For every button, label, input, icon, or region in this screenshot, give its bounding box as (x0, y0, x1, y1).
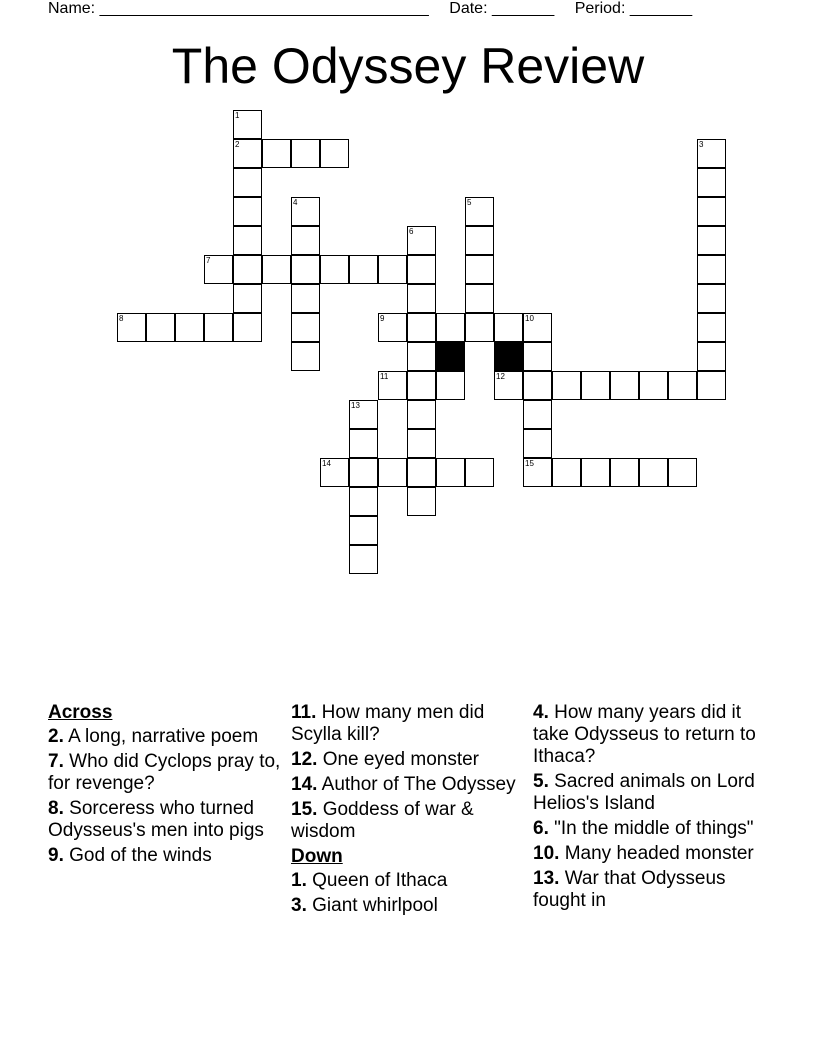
crossword-cell[interactable] (697, 313, 726, 342)
crossword-cell[interactable] (552, 371, 581, 400)
crossword-cell[interactable] (465, 313, 494, 342)
crossword-cell[interactable] (697, 168, 726, 197)
crossword-cell-number: 8 (119, 314, 124, 323)
crossword-cell[interactable] (378, 255, 407, 284)
page-title: The Odyssey Review (171, 38, 645, 94)
crossword-cell[interactable] (465, 458, 494, 487)
crossword-cell[interactable] (233, 139, 262, 168)
crossword-cell[interactable] (117, 313, 146, 342)
crossword-cell[interactable] (204, 255, 233, 284)
crossword-cell[interactable] (465, 284, 494, 313)
crossword-cell[interactable] (552, 458, 581, 487)
crossword-cell[interactable] (668, 371, 697, 400)
crossword-block-cell (436, 342, 465, 371)
crossword-cell[interactable] (291, 313, 320, 342)
crossword-cell-number: 5 (467, 198, 472, 207)
crossword-cell[interactable] (465, 226, 494, 255)
crossword-cell-number: 3 (699, 140, 704, 149)
crossword-cell[interactable] (291, 139, 320, 168)
crossword-cell[interactable] (465, 255, 494, 284)
crossword-cell[interactable] (233, 313, 262, 342)
clue-column-2 (291, 702, 521, 920)
period-field[interactable]: Period: _______ (574, 0, 693, 17)
down-heading: Down (291, 846, 343, 867)
clue-across-14: 14. Author of The Odyssey (291, 774, 516, 795)
crossword-cell[interactable] (233, 197, 262, 226)
crossword-cell[interactable] (233, 168, 262, 197)
crossword-cell[interactable] (320, 139, 349, 168)
clue-down-6: 6. "In the middle of things" (533, 818, 754, 839)
clue-across-2: 2. A long, narrative poem (48, 726, 259, 747)
crossword-cell[interactable] (291, 226, 320, 255)
crossword-cell[interactable] (697, 342, 726, 371)
crossword-cell[interactable] (697, 226, 726, 255)
crossword-cell[interactable] (494, 371, 523, 400)
crossword-cell[interactable] (320, 458, 349, 487)
crossword-cell[interactable] (349, 429, 378, 458)
clue-across-8: 8. Sorceress who turned Odysseus's men into pigs (48, 798, 264, 841)
clue-down-13: 13. War that Odysseus fought in (533, 868, 726, 911)
crossword-cell[interactable] (175, 313, 204, 342)
crossword-cell[interactable] (407, 371, 436, 400)
crossword-cell-number: 15 (525, 459, 534, 468)
clue-across-12: 12. One eyed monster (291, 749, 480, 770)
crossword-cell[interactable] (407, 255, 436, 284)
clue-across-11: 11. How many men did Scylla kill? (291, 702, 485, 745)
crossword-cell[interactable] (610, 371, 639, 400)
crossword-cell-number: 13 (351, 401, 360, 410)
clue-down-3: 3. Giant whirlpool (291, 895, 438, 916)
crossword-cell[interactable] (233, 110, 262, 139)
crossword-cell-number: 1 (235, 111, 240, 120)
across-heading: Across (48, 702, 113, 723)
crossword-cell[interactable] (349, 458, 378, 487)
crossword-cell[interactable] (407, 487, 436, 516)
crossword-cell[interactable] (639, 371, 668, 400)
crossword-cell-number: 10 (525, 314, 534, 323)
crossword-cell[interactable] (146, 313, 175, 342)
crossword-cell[interactable] (349, 400, 378, 429)
crossword-cell[interactable] (407, 400, 436, 429)
clue-column-3 (533, 702, 773, 915)
crossword-cell[interactable] (523, 313, 552, 342)
clue-across-9: 9. God of the winds (48, 845, 212, 866)
crossword-cell[interactable] (523, 371, 552, 400)
crossword-cell[interactable] (523, 429, 552, 458)
crossword-cell[interactable] (378, 313, 407, 342)
crossword-cell[interactable] (204, 313, 233, 342)
crossword-cell[interactable] (349, 487, 378, 516)
crossword-cell[interactable] (610, 458, 639, 487)
crossword-cell[interactable] (233, 255, 262, 284)
crossword-cell[interactable] (436, 458, 465, 487)
crossword-cell-number: 4 (293, 198, 298, 207)
crossword-cell[interactable] (349, 255, 378, 284)
crossword-block-cell (494, 342, 523, 371)
crossword-cell[interactable] (523, 400, 552, 429)
crossword-cell[interactable] (233, 226, 262, 255)
crossword-cell[interactable] (436, 371, 465, 400)
crossword-cell[interactable] (407, 458, 436, 487)
crossword-cell[interactable] (697, 197, 726, 226)
crossword-cell-number: 11 (380, 372, 389, 381)
crossword-cell-number: 2 (235, 140, 240, 149)
crossword-cell[interactable] (523, 342, 552, 371)
crossword-cell[interactable] (581, 371, 610, 400)
crossword-cell-number: 12 (496, 372, 505, 381)
clue-down-5: 5. Sacred animals on Lord Helios's Island (533, 771, 755, 814)
clue-column-1 (48, 702, 286, 870)
crossword-cell-number: 9 (380, 314, 385, 323)
crossword-cell[interactable] (233, 284, 262, 313)
clue-down-10: 10. Many headed monster (533, 843, 754, 864)
crossword-cell-number: 6 (409, 227, 414, 236)
name-field[interactable]: Name: _____________________________________ (48, 0, 429, 17)
clue-down-4: 4. How many years did it take Odysseus to return to Ithaca? (533, 702, 756, 767)
crossword-cell[interactable] (407, 313, 436, 342)
crossword-cell[interactable] (523, 458, 552, 487)
crossword-cell[interactable] (697, 284, 726, 313)
crossword-cell[interactable] (465, 197, 494, 226)
crossword-cell[interactable] (407, 429, 436, 458)
crossword-cell[interactable] (320, 255, 349, 284)
crossword-cell[interactable] (349, 516, 378, 545)
crossword-cell[interactable] (697, 371, 726, 400)
crossword-cell[interactable] (668, 458, 697, 487)
clue-down-1: 1. Queen of Ithaca (291, 870, 448, 891)
crossword-cell[interactable] (291, 197, 320, 226)
crossword-cell[interactable] (494, 313, 523, 342)
crossword-cell[interactable] (407, 226, 436, 255)
crossword-cell[interactable] (349, 545, 378, 574)
crossword-cell-number: 14 (322, 459, 331, 468)
crossword-cell-number: 7 (206, 256, 211, 265)
crossword-cell[interactable] (262, 139, 291, 168)
clue-across-7: 7. Who did Cyclops pray to, for revenge? (48, 751, 281, 794)
crossword-cell[interactable] (262, 255, 291, 284)
crossword-cell[interactable] (639, 458, 668, 487)
crossword-cell[interactable] (407, 342, 436, 371)
crossword-cell[interactable] (291, 255, 320, 284)
crossword-cell[interactable] (697, 255, 726, 284)
crossword-cell[interactable] (436, 313, 465, 342)
crossword-cell[interactable] (378, 371, 407, 400)
crossword-cell[interactable] (697, 139, 726, 168)
crossword-cell[interactable] (581, 458, 610, 487)
clue-across-15: 15. Goddess of war & wisdom (291, 799, 474, 842)
crossword-cell[interactable] (291, 342, 320, 371)
crossword-cell[interactable] (291, 284, 320, 313)
crossword-cell[interactable] (378, 458, 407, 487)
date-field[interactable]: Date: _______ (449, 0, 555, 17)
crossword-cell[interactable] (407, 284, 436, 313)
